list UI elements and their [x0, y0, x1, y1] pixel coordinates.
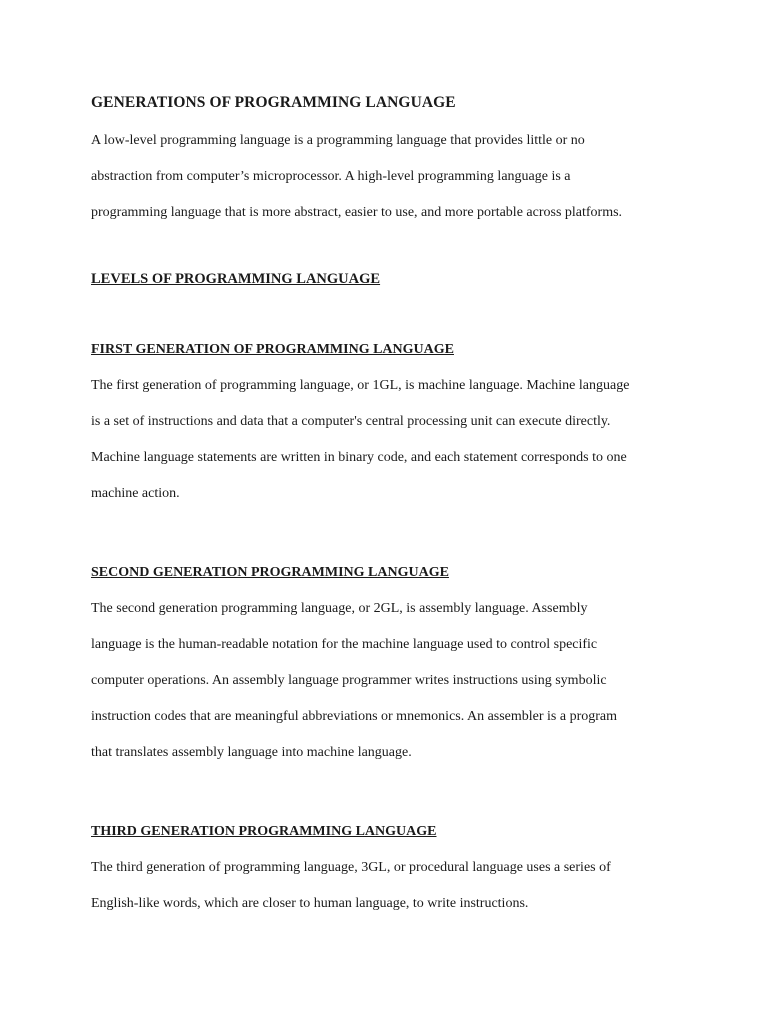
body-line: is a set of instructions and data that a computer's central processing unit can execute directly. [91, 414, 611, 429]
section-body-second-generation [91, 591, 691, 771]
section-heading-first-generation: FIRST GENERATION OF PROGRAMMING LANGUAGE [91, 342, 454, 357]
body-line: computer operations. An assembly language programmer writes instructions using symbolic [91, 673, 607, 688]
intro-line: A low-level programming language is a programming language that provides little or no [91, 133, 585, 148]
body-line: The third generation of programming language, 3GL, or procedural language uses a series of [91, 860, 611, 875]
body-line: The first generation of programming language, or 1GL, is machine language. Machine language [91, 378, 630, 393]
body-line: language is the human-readable notation for the machine language used to control specific [91, 637, 598, 652]
document-title: GENERATIONS OF PROGRAMMING LANGUAGE [91, 94, 456, 111]
body-line: English-like words, which are closer to human language, to write instructions. [91, 896, 529, 911]
intro-paragraph [91, 123, 691, 231]
section-heading-second-generation: SECOND GENERATION PROGRAMMING LANGUAGE [91, 565, 449, 580]
section-body-first-generation [91, 368, 691, 512]
body-line: Machine language statements are written in binary code, and each statement corresponds to one [91, 450, 627, 465]
intro-line: abstraction from computer’s microprocessor. A high-level programming language is a [91, 169, 571, 184]
section-heading-third-generation: THIRD GENERATION PROGRAMMING LANGUAGE [91, 824, 437, 839]
section-body-third-generation [91, 850, 691, 922]
body-line: machine action. [91, 486, 180, 501]
document-content [91, 93, 691, 922]
body-line: that translates assembly language into machine language. [91, 745, 412, 760]
intro-line: programming language that is more abstract, easier to use, and more portable across platforms. [91, 205, 623, 220]
body-line: instruction codes that are meaningful abbreviations or mnemonics. An assembler is a program [91, 709, 618, 724]
levels-heading: LEVELS OF PROGRAMMING LANGUAGE [91, 271, 381, 287]
body-line: The second generation programming language, or 2GL, is assembly language. Assembly [91, 601, 588, 616]
